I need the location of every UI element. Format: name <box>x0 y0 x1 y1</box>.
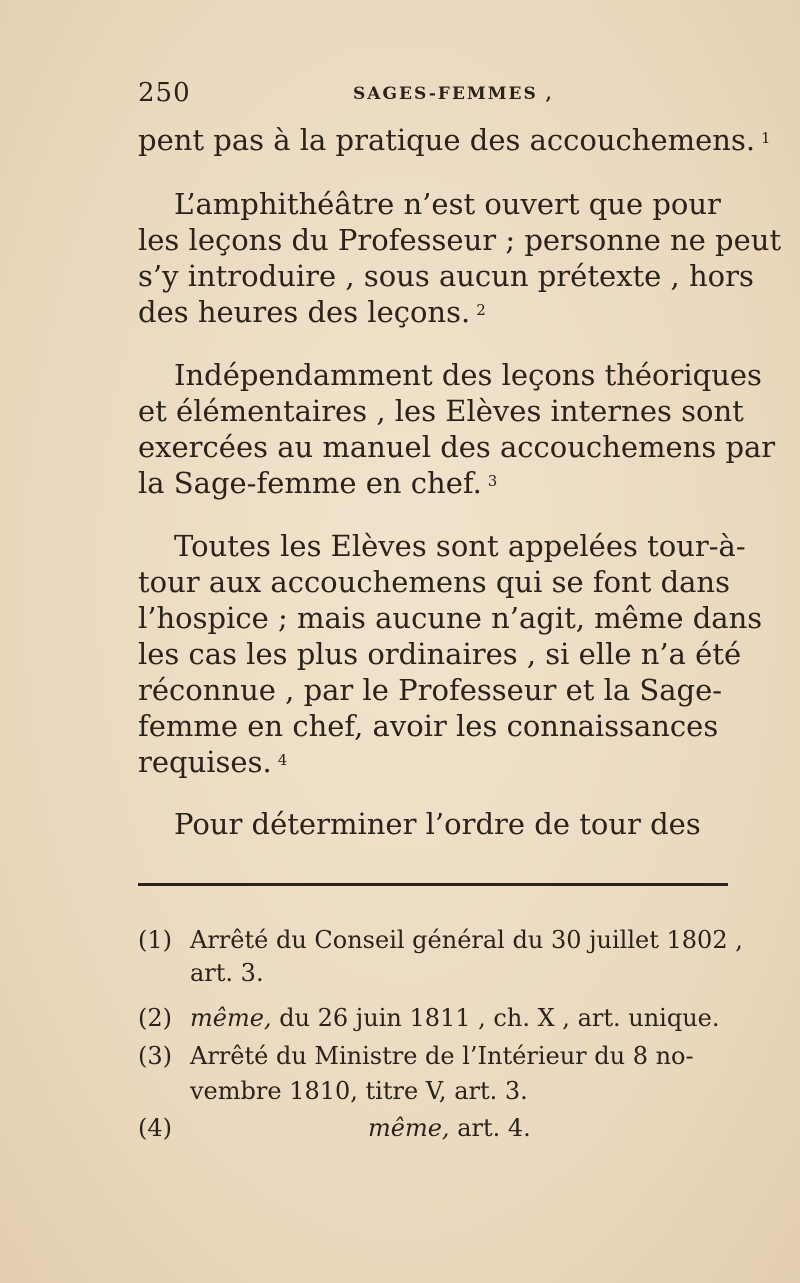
text-line: les cas les plus ordinaires , si elle n’a été <box>138 637 742 671</box>
footnote-number: (3) <box>138 1042 172 1070</box>
text-line: Toutes les Elèves sont appelées tour-à- <box>174 529 746 563</box>
text-line: pent pas à la pratique des accouchemens. $^1$ <box>138 123 771 157</box>
text-line: la Sage-femme en chef. $^3$ <box>138 466 498 500</box>
footnote-continuation: vembre 1810, titre V, art. 3. <box>190 1077 528 1105</box>
footnote-ref: 1 <box>761 129 771 147</box>
footnote-text: Arrêté du Ministre de l’Intérieur du 8 no- <box>190 1042 694 1070</box>
text-line: requises. $^4$ <box>138 745 288 779</box>
text-line: réconnue , par le Professeur et la Sage- <box>138 673 723 707</box>
footnote-text: Arrêté du Conseil général du 30 juillet 1802 , <box>190 926 743 954</box>
text-line: exercées au manuel des accouchemens par <box>138 430 776 464</box>
footnote-ref: 3 <box>487 472 498 490</box>
footnote-text: même, du 26 juin 1811 , ch. X , art. unique. <box>190 1004 720 1032</box>
running-title: SAGES-FEMMES , <box>353 84 554 104</box>
text-line: L’amphithéâtre n’est ouvert que pour <box>174 187 721 221</box>
footnote-divider <box>138 883 728 886</box>
text-line: tour aux accouchemens qui se font dans <box>138 565 730 599</box>
text-line: Pour déterminer l’ordre de tour des <box>174 807 701 841</box>
text-line: Indépendamment des leçons théoriques <box>174 358 762 392</box>
text-line: les leçons du Professeur ; personne ne peut <box>138 223 782 257</box>
footnote-text: même, art. 4. <box>368 1114 531 1142</box>
text-line: femme en chef, avoir les connaissances <box>138 709 719 743</box>
text-line: des heures des leçons. $^2$ <box>138 295 486 329</box>
text-line: s’y introduire , sous aucun prétexte , hors <box>138 259 754 293</box>
footnote-number: (2) <box>138 1004 172 1032</box>
footnote-number: (4) <box>138 1114 172 1142</box>
text-line: et élémentaires , les Elèves internes sont <box>138 394 744 428</box>
page-header <box>138 78 738 118</box>
text-line: l’hospice ; mais aucune n’agit, même dans <box>138 601 763 635</box>
footnote-continuation: art. 3. <box>190 959 264 987</box>
footnote-number: (1) <box>138 926 172 954</box>
footnote-ref: 2 <box>476 301 486 319</box>
page-number: 250 <box>138 78 191 108</box>
footnote-ref: 4 <box>277 751 288 769</box>
